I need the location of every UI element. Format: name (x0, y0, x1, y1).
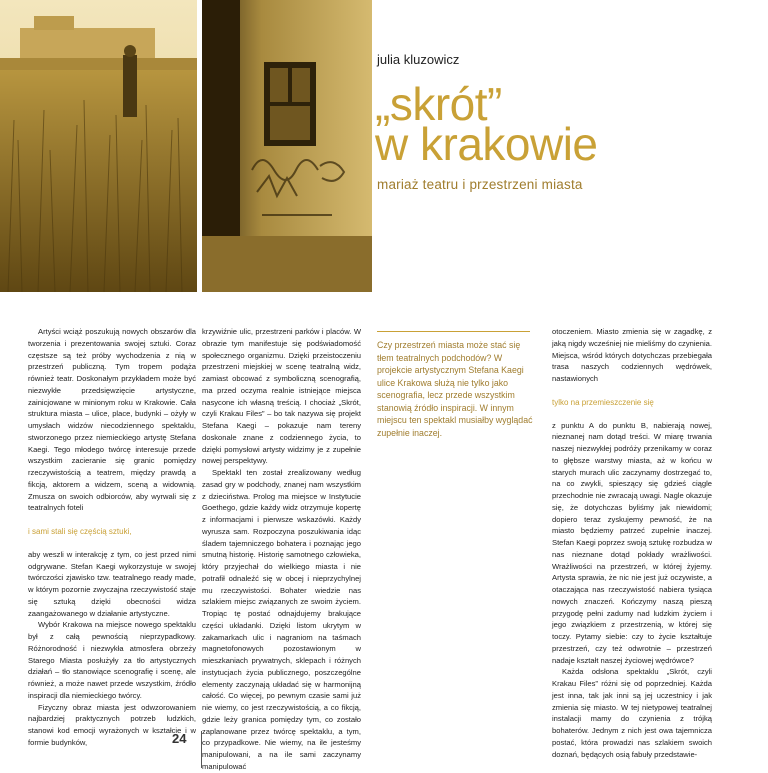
page-number: 24 (172, 731, 187, 746)
lead-in-text: i sami stali się częścią sztuki, (28, 527, 132, 536)
pullquote-rule (377, 331, 530, 332)
text-column-2 (202, 326, 361, 773)
pullquote: Czy przestrzeń miasta może stać się tłem teatralnych podchodów? W projekcie artystycznym Stefana Kaegi ulice Krakowa służą nie tylko jako scenografia, lecz przede wszystkim stanowią źródło inspiracji. W innym miejscu ten spektakl musiałby wyglądać zupełnie inaczej. (377, 340, 533, 438)
paragraph: Każda odsłona spektaklu „Skrót, czyli Krakau Files” różni się od poprzedniej. Każda jest inna, tak jak inni są jej uczestnicy i jak zmienia się miasto. W tej nietypowej teatralnej instalacji mamy do czynienia z trójką bohaterów. Jednym z nich jest owa tajemnicza postać, która prowadzi nas szlakiem swoich doznań, będących osią fabuły przedstawie- (552, 667, 712, 759)
article-subtitle: mariaż teatru i przestrzeni miasta (377, 177, 583, 192)
article-title (375, 78, 598, 170)
paragraph: otoczeniem. Miasto zmienia się w zagadkę, z jaką nigdy wcześniej nie mieliśmy do czynienia. Miejsca, wśród których dotychczas przebiegała trasa naszych codziennych wędrówek, nastawionych (552, 327, 712, 383)
paragraph: aby weszli w interakcję z tym, co jest przed nimi odgrywane. Stefan Kaegi wykorzystuje w swojej twórczości zjawisko tzw. teatralnego ready made, w którym pozornie zwyczajna rzeczywistość staje się sztuką dzięki obecności widza zaangażowanego w działanie artystyczne. (28, 549, 196, 618)
article-title-line1: „skrót” (375, 78, 502, 130)
text-column-4 (552, 326, 712, 760)
paragraph: Artyści wciąż poszukują nowych obszarów dla tworzenia i prezentowania swojej sztuki. Coraz częstsze są też próby wychodzenia z nią w przestrzeń publiczną. Tym tropem podąża również teatr. Doskonałym przykładem może być niezwykłe przedsięwzięcie artystyczne, zainicjowane w minionym roku w Krakowie. Cała struktura miasta – ulice, place, budynki – ożyły w umysłach widzów niecodziennego spektaklu, stworzonego przez niemieckiego artystę Stefana Kaegi. Tego młodego twórcę interesuje przede wszystkim zacieranie się granic pomiędzy rzeczywistością a teatrem, między prawdą a fikcją, aktorem a widzem, sceną a widownią. Zmusza on swoich odbiorców, aby wyrwali się z teatralnych foteli (28, 327, 196, 513)
paragraph: Wybór Krakowa na miejsce nowego spektaklu był z całą pewnością nieprzypadkowy. Różnorodność i niezwykła atmosfera obrzeży Starego Miasta posłużyły za tło artystycznych działań – tło stanowiące scenografię i scenę, ale również, a może nawet przede wszystkim, źródło inspiracji dla niemieckiego twórcy. (28, 620, 196, 700)
author-name: julia kluzowicz (377, 52, 460, 67)
photo-graffiti-wall (202, 0, 372, 292)
text-column-1 (28, 326, 196, 749)
paragraph: z punktu A do punktu B, nabierają nowej, nieznanej nam dotąd treści. W miarę trwania naszej niezwykłej podróży przenikamy w coraz to głębsze warstwy miasta, aż w końcu w starych murach ulic zaczynamy dostrzegać to, na co zwykli, spieszący się gdzieś ciągle przechodnie nie zwracają uwagi. Nagle okazuje się, że dotychczas byliśmy jak niewidomi; dopiero teraz zyskujemy pewność, że na miasto będziemy patrzeć zupełnie inaczej. Stefan Kaegi poprzez swoją sztukę rozbudza w nas nieznane dotąd pokłady wrażliwości. Wrażliwości na przestrzeń, w której żyjemy. Artysta sprawia, że nic nie jest już oczywiste, a otaczająca nas rzeczywistość nabiera tysiąca nowych znaczeń. Kończymy naszą pieszą przygodę pełni zadumy nad ludzkim życiem i jego związkiem z przestrzenią, w której się toczy. Pytamy siebie: czy to życie kształtuje przestrzeń, czy też odwrotnie – przestrzeń nadaje kształt naszej życiowej wędrówce? (552, 420, 712, 665)
paragraph: Fizyczny obraz miasta jest odwzorowaniem najbardziej praktycznych potrzeb ludzkich, stanowi kod emocji wyrażonych w kształcie i w formie budynków, (28, 702, 196, 747)
page-number-rule (201, 731, 202, 768)
lead-in-text: tylko na przemieszczenie się (552, 397, 654, 407)
paragraph: krzywiźnie ulic, przestrzeni parków i placów. W obrazie tym manifestuje się podświadomość społecznego organizmu. Dzięki przeistoczeniu przestrzeni miejskiej w scenę teatralną widz, zamiast obcować z symboliczną scenografią, ma przed oczyma realnie istniejące miejsca nasycone ich własną treścią. I chociaż „Skrót, czyli Krakau Files” – bo tak nazywa się projekt Stefana Kaegi – pokazuje nam tereny doskonale znane z codziennego życia, to dzięki pomysłowi artysty widzimy je z zupełnie nowej perspektywy. (202, 327, 361, 466)
article-title-line2: w krakowie (375, 118, 598, 170)
paragraph: Spektakl ten został zrealizowany według zasad gry w podchody, znanej nam wszystkim z dzieciństwa. Prolog ma miejsce w Instytucie Goethego, gdzie każdy widz otrzymuje kopertę z informacjami i pierwsze wskazówki. Każdy wyrusza sam. Rozpoczyna poszukiwania idąc śladem tajemniczego bohatera i poznając jego smutną historię. Historię samotnego człowieka, który przyjechał do wielkiego miasta i nie potrafił odnaleźć się w obcej i nieprzychylnej mu rzeczywistości. Bohater wiedzie nas szlakiem miejsc związanych ze swoim życiem. Tropiąc tę postać odnajdujemy brakujące części układanki. Dzięki listom ukrytym w zakamarkach ulic i nagraniom na taśmach magnetofonowych pozostawionym w mieszkaniach prywatnych, sklepach i różnych instytucjach życia publicznego, poszczególne elementy zaczynają układać się w harmonijną całość. Co więcej, po pewnym czasie sami już nie wiemy, co jest rzeczywistością, a co fikcją, gdzie leży granica pomiędzy tym, co zostało zaplanowane przez twórcę spektaklu, a tym, co przypadkowe. Nie wiemy, na ile jesteśmy manipulowani, a na ile sami zaczynamy manipulować (202, 468, 361, 771)
photo-field-with-man (0, 0, 197, 292)
